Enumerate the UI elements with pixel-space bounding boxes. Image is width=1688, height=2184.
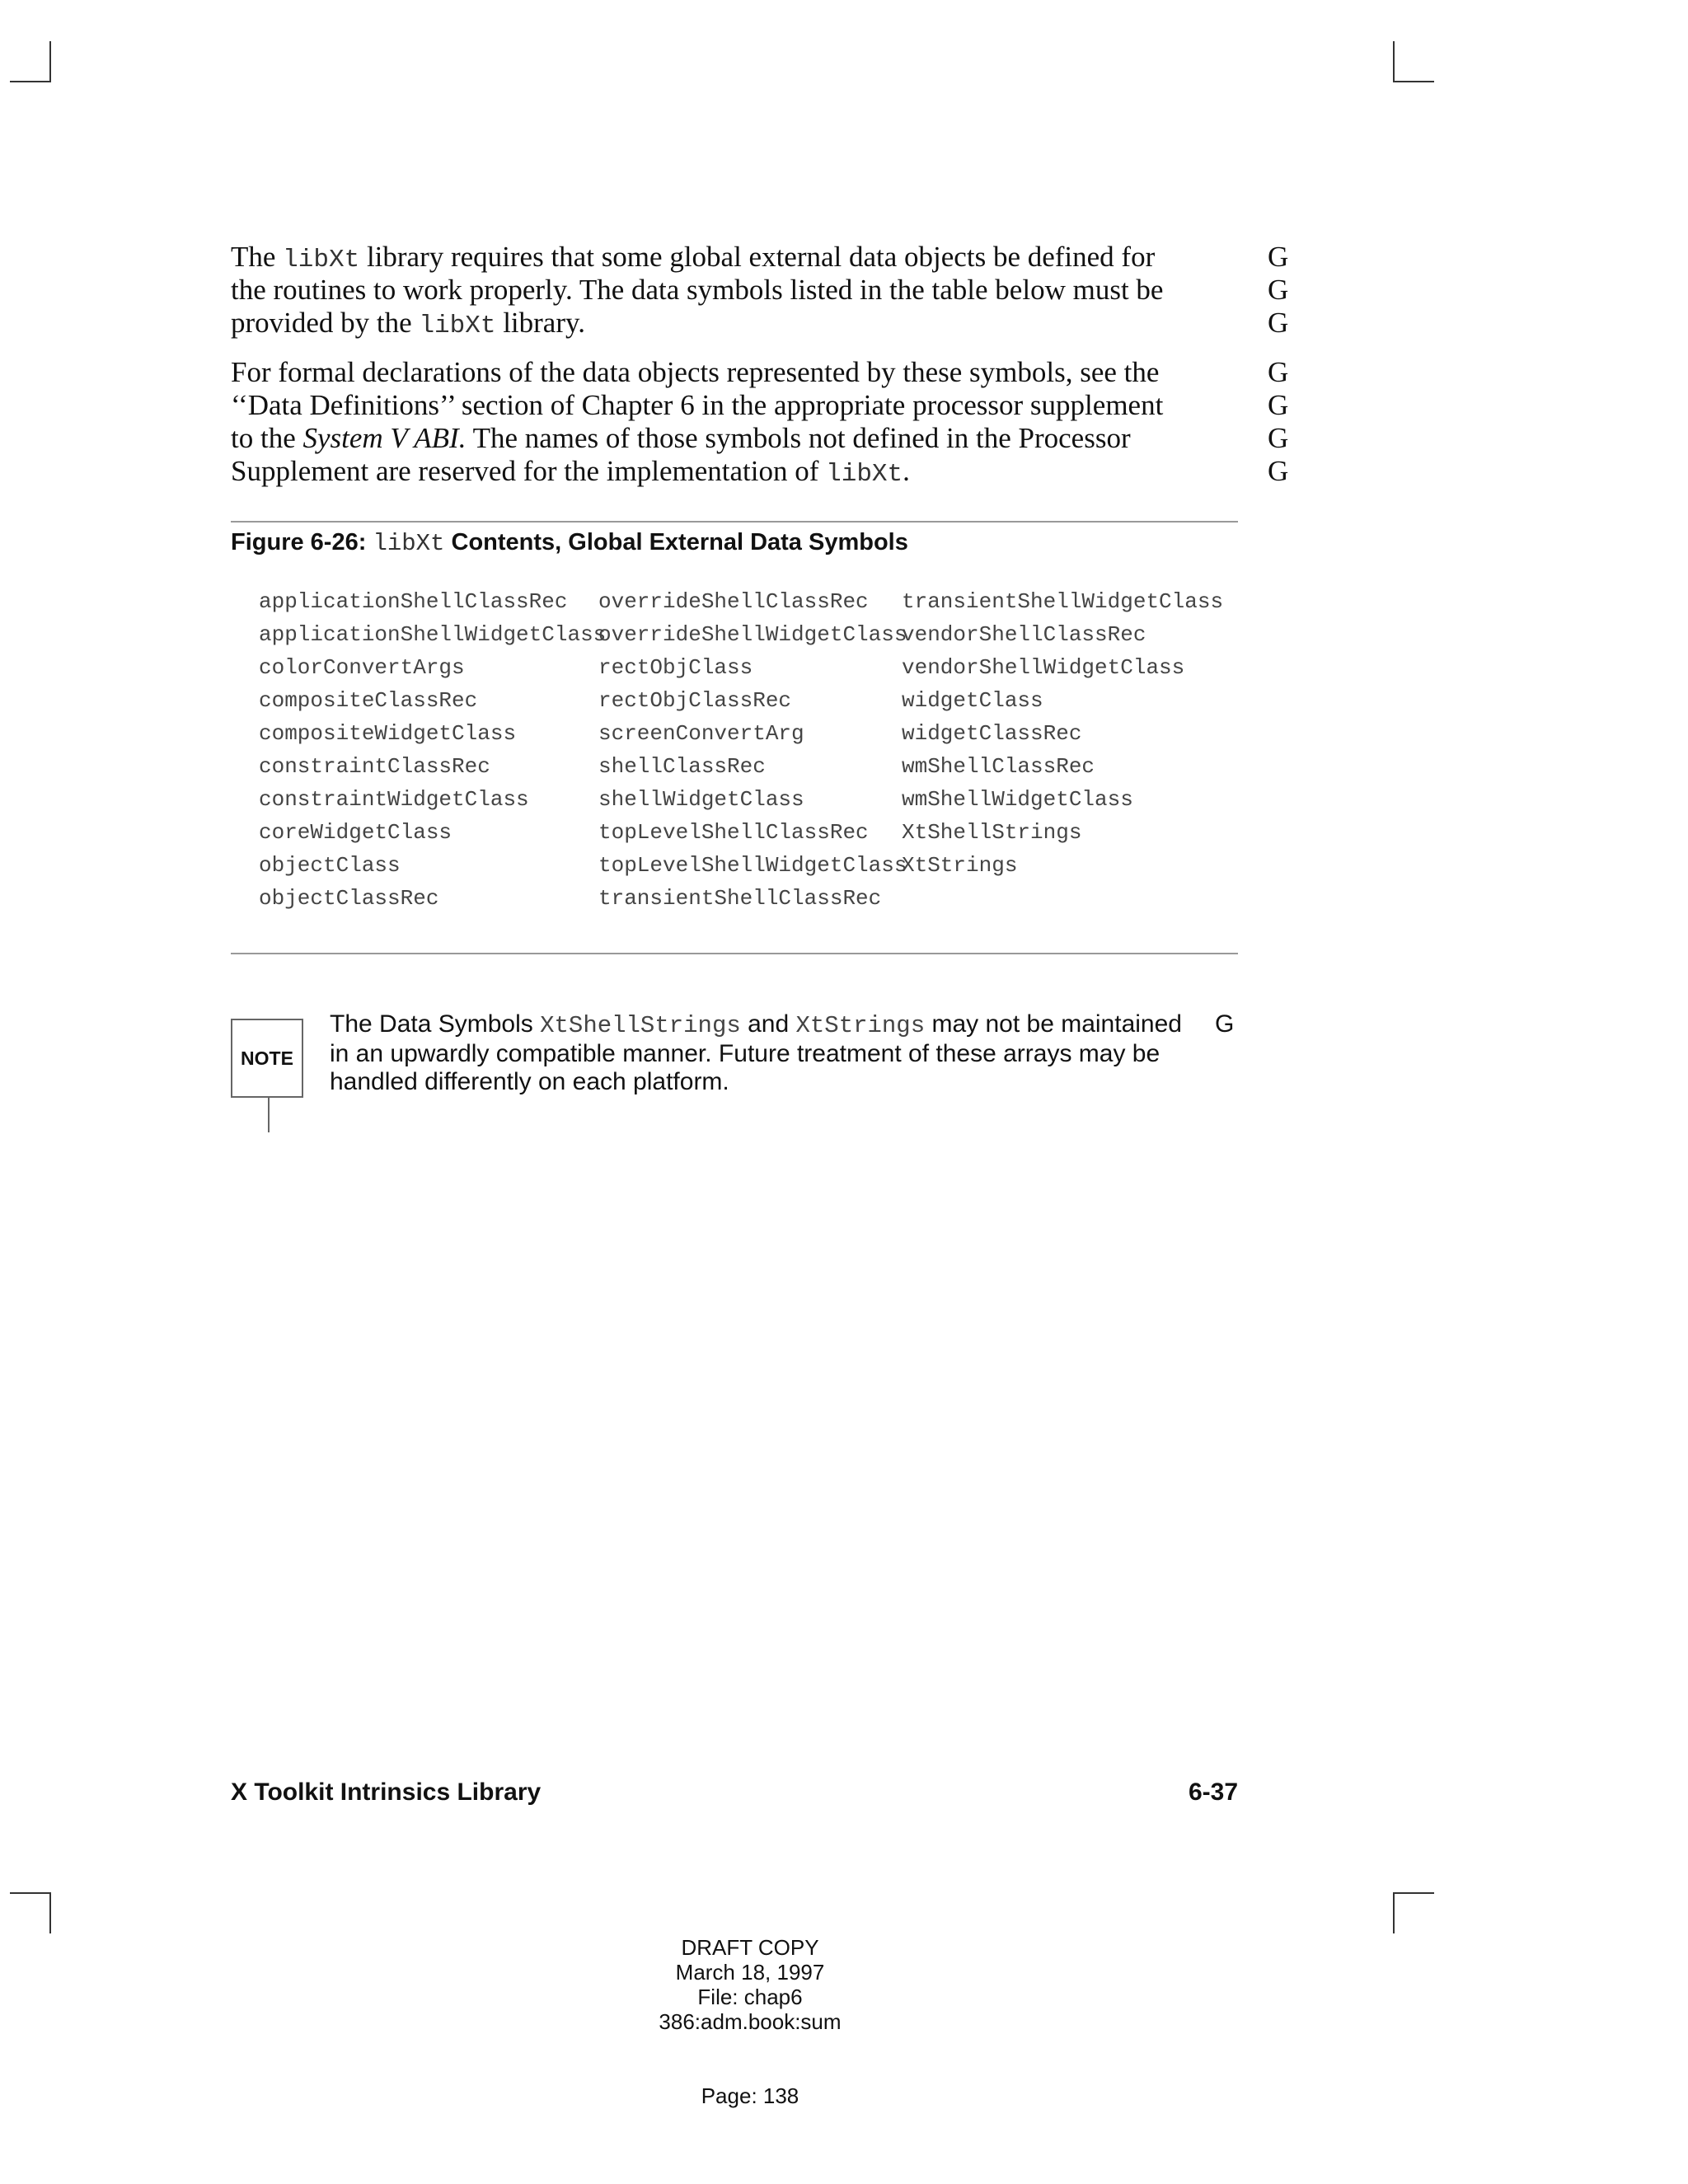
symbol: applicationShellWidgetClass <box>259 622 607 647</box>
formal-line-4 <box>231 455 1253 488</box>
intro-paragraph <box>231 241 1253 340</box>
crop-mark-top-right-v <box>1393 41 1395 82</box>
change-marker: G <box>1268 389 1289 421</box>
note-line-1 <box>330 1010 1203 1040</box>
text: The <box>231 241 284 273</box>
formal-line-1: For formal declarations of the data objects represented by these symbols, see the <box>231 356 1160 388</box>
text: library requires that some global external data objects be defined for <box>359 241 1156 273</box>
symbol: topLevelShellWidgetClass <box>598 853 907 878</box>
symbol: coreWidgetClass <box>259 820 452 845</box>
crop-mark-top-right-h <box>1393 81 1434 82</box>
symbol: topLevelShellClassRec <box>598 820 869 845</box>
text: provided by the <box>231 307 420 339</box>
abi-title: System V ABI. <box>302 422 467 454</box>
symbol: screenConvertArg <box>598 721 804 746</box>
text: The Data Symbols <box>330 1010 541 1038</box>
symbol-column-2 <box>598 585 907 915</box>
draft-stamp <box>577 1935 923 2034</box>
change-marker: G <box>1268 356 1289 388</box>
footer-title: X Toolkit Intrinsics Library <box>231 1779 542 1806</box>
symbol: transientShellWidgetClass <box>902 589 1224 614</box>
symbol: widgetClass <box>902 688 1043 713</box>
change-marker: G <box>1268 455 1289 487</box>
symbol: XtShellStrings <box>902 820 1082 845</box>
symbol: shellClassRec <box>598 754 766 779</box>
note-line-2: in an upwardly compatible manner. Future treatment of these arrays may be <box>330 1040 1160 1067</box>
symbol: compositeWidgetClass <box>259 721 517 746</box>
crop-mark-bottom-right-h <box>1393 1892 1434 1894</box>
symbol: overrideShellClassRec <box>598 589 869 614</box>
formal-line-2: ‘‘Data Definitions’’ section of Chapter 6 in the appropriate processor supplement <box>231 389 1164 421</box>
intro-line-1 <box>231 241 1253 274</box>
figure-top-rule <box>231 521 1238 523</box>
change-marker: G <box>1268 422 1289 454</box>
formal-paragraph <box>231 356 1253 488</box>
change-marker: G <box>1268 241 1289 273</box>
crop-mark-bottom-right-v <box>1393 1892 1395 1933</box>
symbol: vendorShellClassRec <box>902 622 1146 647</box>
symbol: widgetClassRec <box>902 721 1082 746</box>
draft-line-2: March 18, 1997 <box>675 1960 825 1985</box>
note-label-box <box>231 1019 303 1098</box>
draft-line-3: File: chap6 <box>697 1985 803 2009</box>
symbol: transientShellClassRec <box>598 886 882 911</box>
text: Supplement are reserved for the implementation of <box>231 455 827 487</box>
symbol-column-3 <box>902 585 1223 882</box>
symbol: wmShellWidgetClass <box>902 787 1133 812</box>
symbol: overrideShellWidgetClass <box>598 622 907 647</box>
code-libxt: libXt <box>283 246 360 274</box>
symbol: constraintClassRec <box>259 754 490 779</box>
symbol: applicationShellClassRec <box>259 589 568 614</box>
symbol: compositeClassRec <box>259 688 478 713</box>
intro-line-3 <box>231 307 1253 340</box>
code-libxt: libXt <box>826 460 903 489</box>
note-text <box>330 1010 1203 1096</box>
change-marker: G <box>1268 274 1289 306</box>
code-libxt: libXt <box>419 312 496 340</box>
symbol: objectClassRec <box>259 886 439 911</box>
text: to the <box>231 422 303 454</box>
change-markers-intro <box>1268 241 1301 340</box>
draft-line-1: DRAFT COPY <box>681 1935 819 1960</box>
symbol: wmShellClassRec <box>902 754 1095 779</box>
figure-bottom-rule <box>231 953 1238 954</box>
note-stem <box>268 1098 270 1132</box>
figure-caption <box>231 529 908 557</box>
crop-mark-bottom-left-h <box>10 1892 51 1894</box>
figure-label: Figure 6-26: <box>231 529 367 555</box>
figure-code: libXt <box>373 530 445 557</box>
crop-mark-bottom-left-v <box>49 1892 51 1933</box>
draft-line-4: 386:adm.book:sum <box>659 2009 842 2034</box>
change-marker-note: G <box>1215 1010 1235 1038</box>
text: The names of those symbols not defined in the Processor <box>466 422 1131 454</box>
symbol: vendorShellWidgetClass <box>902 655 1185 680</box>
text: . <box>903 455 910 487</box>
text: library. <box>495 307 585 339</box>
text: may not be maintained <box>925 1010 1182 1038</box>
code-xtshellstrings: XtShellStrings <box>540 1012 741 1039</box>
footer-page-ref: 6-37 <box>1188 1779 1238 1806</box>
symbol: rectObjClassRec <box>598 688 792 713</box>
change-markers-formal <box>1268 356 1301 488</box>
symbol-column-1 <box>259 585 606 915</box>
symbol: shellWidgetClass <box>598 787 804 812</box>
code-xtstrings: XtStrings <box>795 1012 926 1039</box>
formal-line-3 <box>231 422 1253 455</box>
symbol: XtStrings <box>902 853 1018 878</box>
note-label: NOTE <box>241 1047 293 1069</box>
symbol: objectClass <box>259 853 401 878</box>
crop-mark-top-left-h <box>10 81 51 82</box>
crop-mark-top-left-v <box>49 41 51 82</box>
symbol: colorConvertArgs <box>259 655 465 680</box>
symbol: constraintWidgetClass <box>259 787 529 812</box>
intro-line-2: the routines to work properly. The data symbols listed in the table below must be <box>231 274 1164 306</box>
figure-title: Contents, Global External Data Symbols <box>451 529 908 555</box>
page-number: Page: 138 <box>701 2083 799 2108</box>
note-line-3: handled differently on each platform. <box>330 1068 729 1095</box>
symbol: rectObjClass <box>598 655 753 680</box>
text: and <box>740 1010 796 1038</box>
change-marker: G <box>1268 307 1289 339</box>
